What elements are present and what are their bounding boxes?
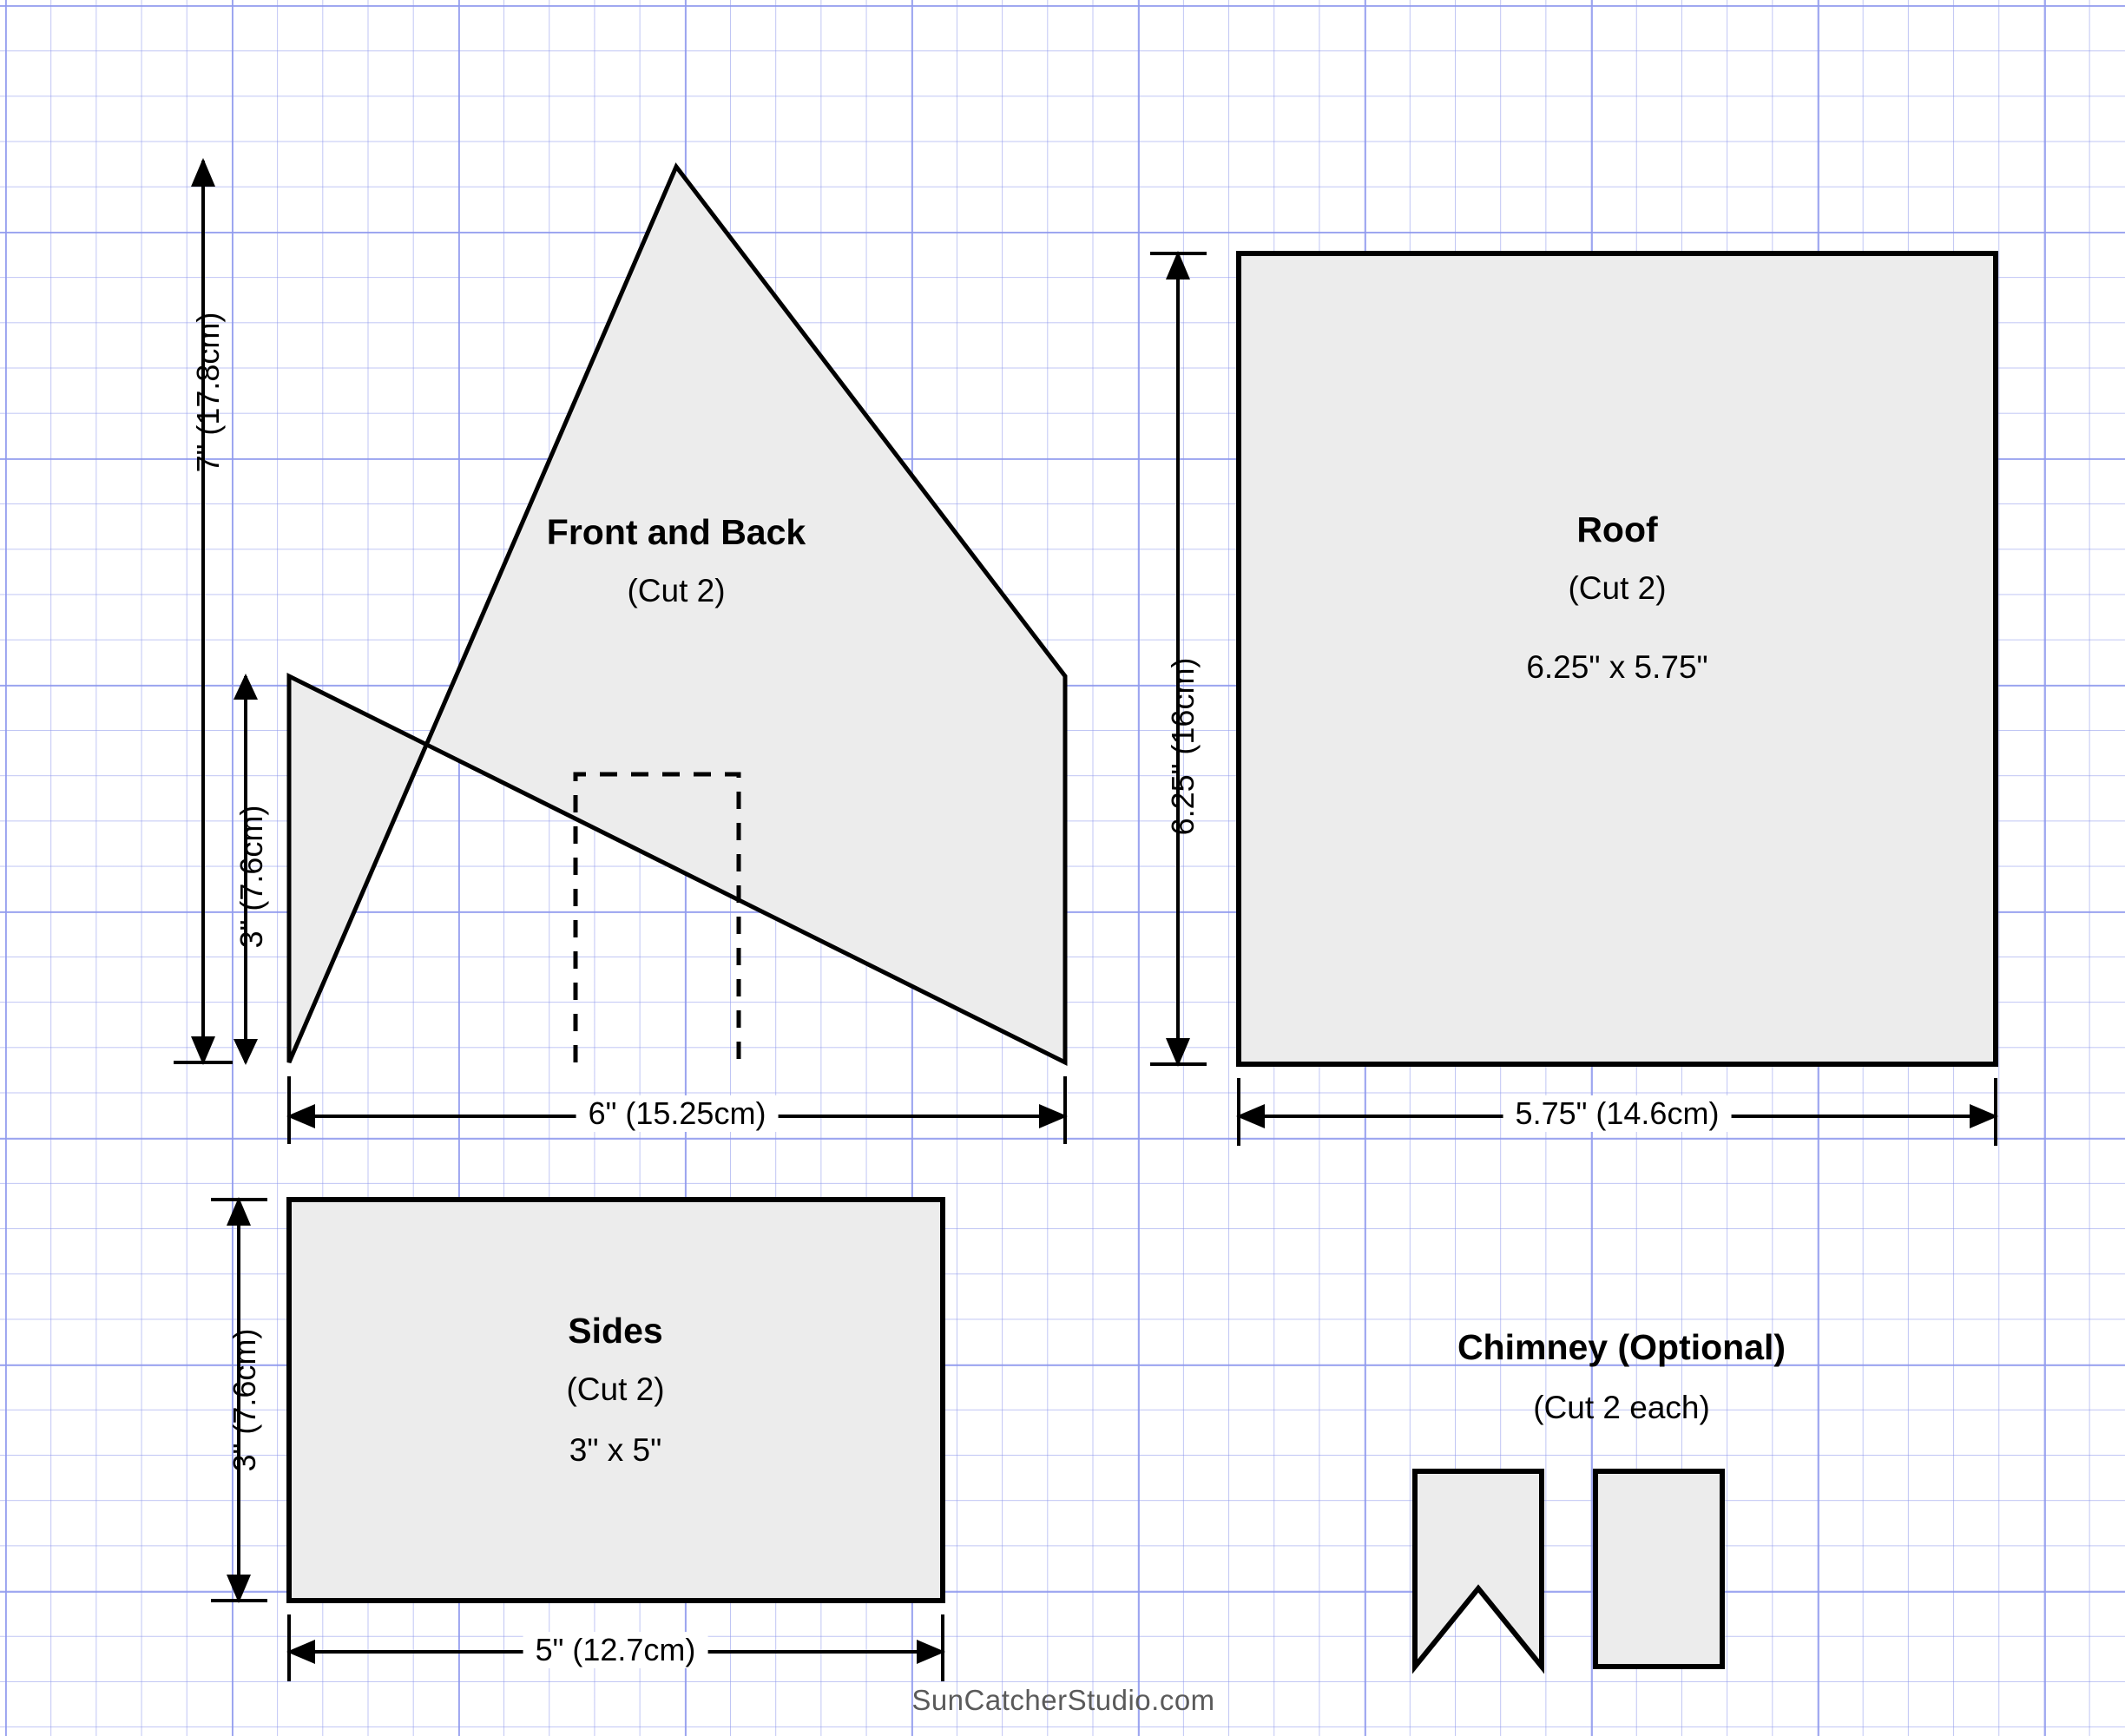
roof-height-label: 6.25" (16cm) (1165, 657, 1201, 836)
front-and-back-title: Front and Back (546, 512, 806, 552)
dimension-total-height (174, 158, 233, 1065)
sides-width-label: 5" (12.7cm) (523, 1632, 708, 1668)
chimney-cut: (Cut 2 each) (1533, 1390, 1710, 1425)
front-and-back-wall-height-label: 3" (7.6cm) (234, 805, 269, 949)
chimney-title: Chimney (Optional) (1457, 1327, 1786, 1367)
front-and-back-total-height-label: 7" (17.8cm) (190, 312, 226, 473)
sides-title: Sides (568, 1311, 663, 1351)
roof-cut: (Cut 2) (1568, 570, 1667, 606)
sides-size: 3" x 5" (569, 1432, 662, 1468)
front-and-back-shape (289, 167, 1065, 1062)
watermark: SunCatcherStudio.com (911, 1684, 1215, 1716)
sides-cut: (Cut 2) (566, 1371, 665, 1407)
roof-title: Roof (1576, 510, 1658, 549)
front-and-back-width-label: 6" (15.25cm) (576, 1095, 779, 1132)
chimney-plain-shape (1595, 1471, 1722, 1667)
chimney-notched-shape (1415, 1471, 1542, 1667)
front-and-back-cut: (Cut 2) (627, 573, 726, 608)
roof-size: 6.25" x 5.75" (1526, 649, 1708, 685)
roof-width-label: 5.75" (14.6cm) (1503, 1095, 1732, 1132)
sides-height-label: 3" (7.6cm) (227, 1328, 262, 1472)
